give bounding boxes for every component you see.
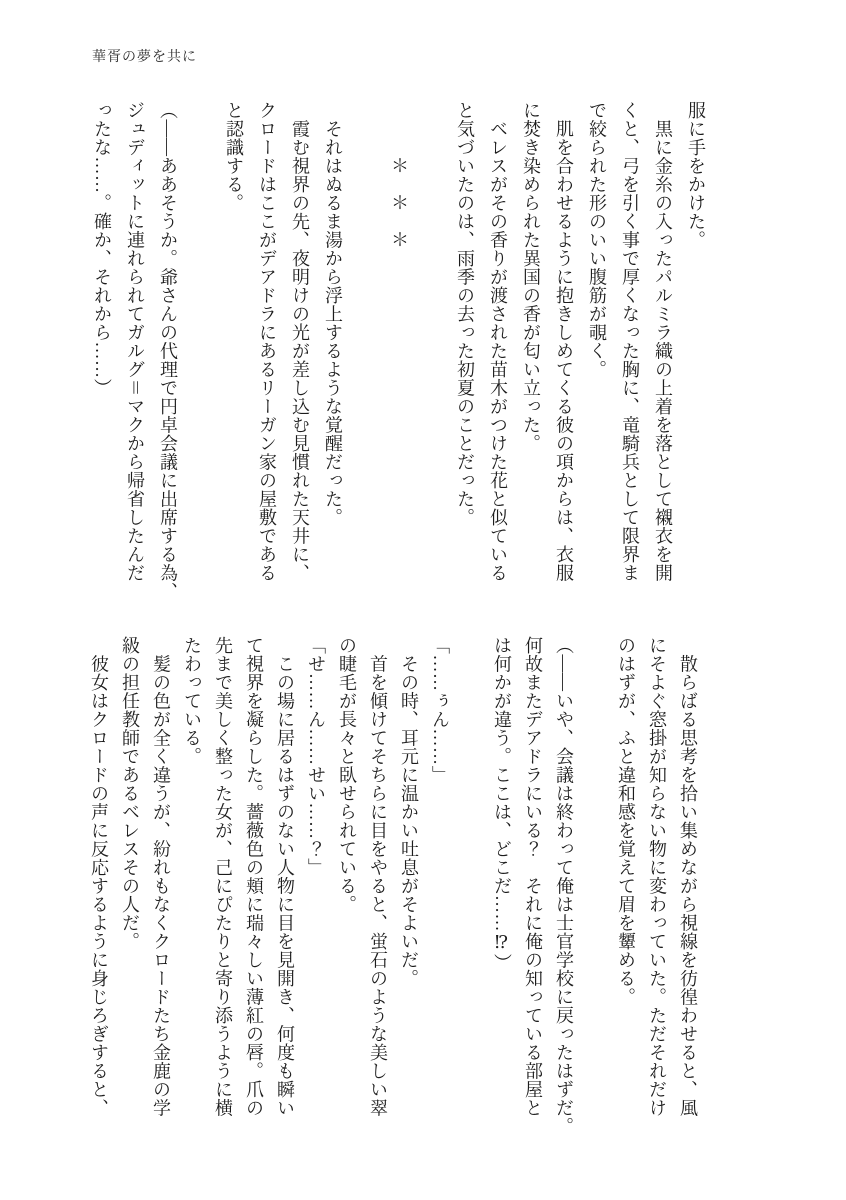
text-column: で絞られた形のいい腹筋が覗く。	[587, 101, 607, 379]
text-column: 霞む視界の先、夜明けの光が差し込む見慣れた天井に、	[290, 101, 310, 582]
blank-column	[579, 636, 610, 1112]
text-column: の睫毛が長々と臥せられている。	[337, 636, 357, 914]
page-header-title: 華胥の夢を共に	[92, 50, 197, 65]
text-column: にそよぐ窓掛が知らない物に変わっていた。ただそれだけ	[647, 636, 667, 1117]
text-column: その時、耳元に温かい吐息がそよいだ。	[399, 636, 419, 988]
text-column: ったな……。確か、それから……）	[92, 101, 112, 397]
text-column: ベレスがその香りが渡された苗木がつけた花と似ている	[488, 101, 508, 582]
text-column: のはずが、ふと違和感を覚えて眉を顰める。	[616, 636, 636, 1006]
blank-column	[184, 101, 217, 588]
text-column: （――いや、会議は終わって俺は士官学校に戻ったはずだ。	[554, 636, 574, 1136]
text-column: （――ああそうか。爺さんの代理で円卓会議に出席する為、	[158, 101, 178, 601]
text-column: に焚き染められた異国の香が匂い立った。	[521, 101, 541, 453]
blank-column	[455, 636, 486, 1112]
text-column: 先まで美しく整った女が、己にぴたりと寄り添うように横	[213, 636, 233, 1117]
text-column: 級の担任教師であるベレスその人だ。	[120, 636, 140, 951]
text-column: 「せ……ん……せい……？」	[306, 636, 326, 877]
text-column: 何故またデアドラにいる？ それに俺の知っている部屋と	[523, 636, 543, 1117]
text-column: クロードはここがデアドラにあるリーガン家の屋敷である	[257, 101, 277, 582]
text-column: 彼女はクロードの声に反応するように身じろぎすると、	[89, 636, 109, 1117]
text-column: この場に居るはずのない人物に目を見開き、何度も瞬い	[275, 636, 295, 1117]
text-column: は何かが違う。ここは、どこだ……⁉）	[492, 636, 512, 972]
upper-text-block	[85, 101, 712, 601]
text-column: と気づいたのは、雨季の去った初夏のことだった。	[455, 101, 475, 527]
text-column: て視界を凝らした。薔薇色の頬に瑞々しい薄紅の唇。爪の	[244, 636, 264, 1117]
scene-separator: ＊ ＊ ＊	[389, 101, 409, 249]
lower-text-block	[83, 636, 703, 1136]
text-column: 首を傾けてそちらに目をやると、蛍石のような美しい翠	[368, 636, 388, 1117]
text-column: 「……ぅん……」	[430, 636, 450, 784]
text-column: それはぬるま湯から浮上するような覚醒だった。	[323, 101, 343, 527]
text-column: 散らばる思考を拾い集めながら視線を彷徨わせると、風	[678, 636, 698, 1117]
text-column: くと、弓を引く事で厚くなった胸に、竜騎兵として限界ま	[620, 101, 640, 582]
text-column: 黒に金糸の入ったパルミラ織の上着を落として襯衣を開	[653, 101, 673, 582]
blank-column	[415, 101, 448, 588]
text-column: 服に手をかけた。	[686, 101, 706, 249]
text-column: 髪の色が全く違うが、紛れもなくクロードたち金鹿の学	[151, 636, 171, 1117]
text-column: と認識する。	[224, 101, 244, 212]
blank-column	[349, 101, 382, 588]
text-column: ジュディットに連れられてガルグ＝マクから帰省したんだ	[125, 101, 145, 582]
text-column: 肌を合わせるように抱きしめてくる彼の項からは、衣服	[554, 101, 574, 582]
text-column: たわっている。	[182, 636, 202, 766]
